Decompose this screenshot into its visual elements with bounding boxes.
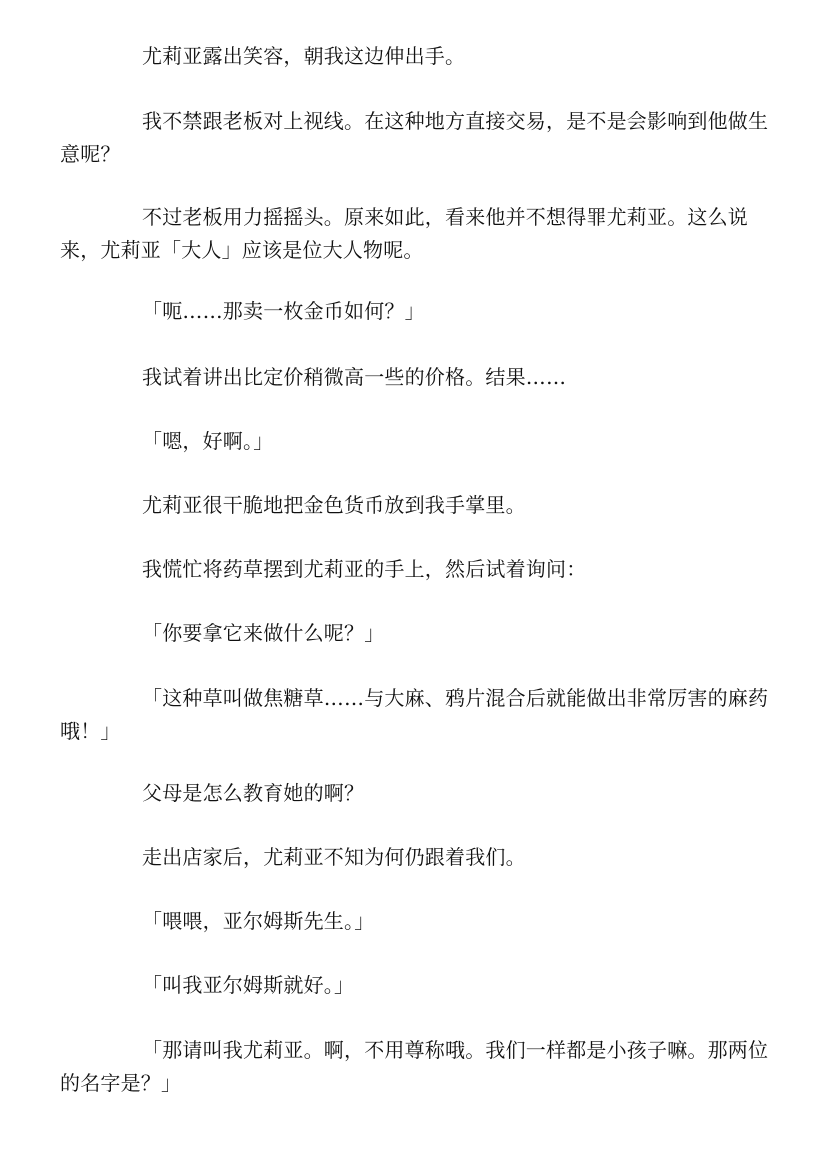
paragraph-9: 「你要拿它来做什么呢？」 (142, 621, 385, 645)
paragraph-12: 走出店家后，尤莉亚不知为何仍跟着我们。 (142, 845, 526, 869)
paragraph-2: 我不禁跟老板对上视线。在这种地方直接交易，是不是会影响到他做生意呢？ (60, 109, 769, 166)
paragraph-4: 「呃……那卖一枚金币如何？」 (142, 299, 425, 323)
paragraph-5: 我试着讲出比定价稍微高一些的价格。结果…… (142, 365, 567, 389)
paragraph-13: 「喂喂，亚尔姆斯先生。」 (142, 909, 375, 933)
paragraph-3: 不过老板用力摇摇头。原来如此，看来他并不想得罪尤莉亚。这么说来，尤莉亚「大人」应该是位大人物呢。 (60, 205, 748, 262)
paragraph-10: 「这种草叫做焦糖草……与大麻、鸦片混合后就能做出非常厉害的麻药哦！」 (60, 686, 769, 743)
paragraph-8: 我慌忙将药草摆到尤莉亚的手上，然后试着询问： (142, 557, 587, 581)
paragraph-7: 尤莉亚很干脆地把金色货币放到我手掌里。 (142, 493, 526, 517)
paragraph-11: 父母是怎么教育她的啊？ (142, 781, 365, 805)
paragraph-1: 尤莉亚露出笑容，朝我这边伸出手。 (142, 44, 466, 68)
paragraph-6: 「嗯，好啊。」 (142, 429, 274, 453)
paragraph-15: 「那请叫我尤莉亚。啊，不用尊称哦。我们一样都是小孩子嘛。那两位的名字是？」 (60, 1038, 769, 1095)
paragraph-14: 「叫我亚尔姆斯就好。」 (142, 973, 355, 997)
